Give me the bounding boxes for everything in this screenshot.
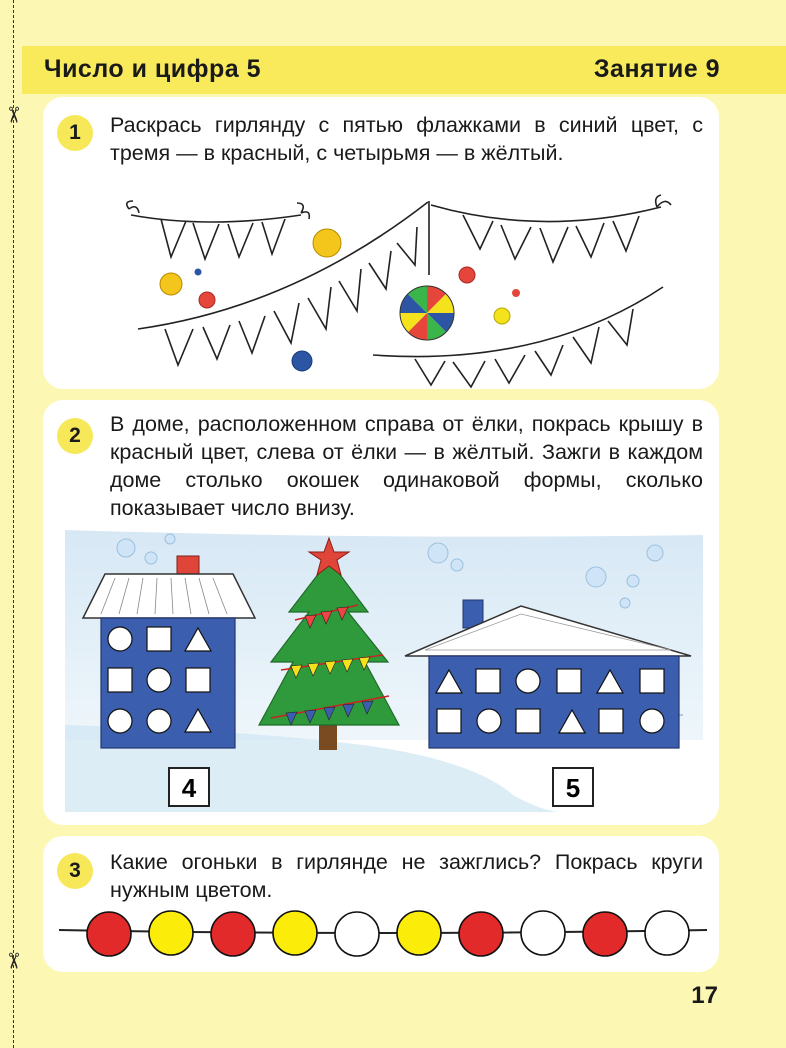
lesson-label: Занятие 9 [593, 55, 720, 83]
task-3-card [43, 836, 719, 972]
lights-garland [43, 836, 719, 972]
striped-ornament [400, 286, 454, 340]
ornament-ball [494, 308, 510, 324]
task-text: Раскрась гирлянду с пятью флажками в синий цвет, с тремя — в красный, с четырьмя — в жёлтый. [110, 113, 703, 165]
number-box-right [553, 768, 593, 806]
task-number: 2 [57, 418, 93, 454]
page-title: Число и цифра 5 [44, 55, 262, 83]
task-2-card [43, 400, 719, 825]
house-right-number: 5 [565, 773, 581, 803]
scissors-icon: ✂ [1, 951, 27, 971]
ornament-ball [512, 289, 520, 297]
ornament-ball [459, 267, 475, 283]
house-left [83, 556, 255, 748]
light-9[interactable] [583, 912, 627, 956]
ornament-ball [292, 351, 312, 371]
ornament-ball [195, 269, 202, 276]
task-text: Какие огоньки в гирлянде не зажглись? Покрась круги нужным цветом. [110, 850, 703, 902]
garland-top-left [161, 219, 285, 259]
light-7[interactable] [459, 912, 503, 956]
ornament-ball [313, 229, 341, 257]
light-8[interactable] [521, 911, 565, 955]
task-text: В доме, расположенном справа от ёлки, покрась крышу в красный цвет, слева от ёлки — в жёлтый. Зажги в каждом доме столько окошек одинаковой формы, сколько показывает число внизу. [110, 412, 703, 520]
garland-string [131, 215, 301, 222]
ornament-ball [199, 292, 215, 308]
light-10[interactable] [645, 911, 689, 955]
number-box-left [169, 768, 209, 806]
house-left-number: 4 [181, 773, 197, 803]
task-1-card [43, 97, 719, 389]
light-2[interactable] [149, 911, 193, 955]
light-1[interactable] [87, 912, 131, 956]
cut-line [13, 0, 14, 1048]
ornament-ball [160, 273, 182, 295]
task-number: 3 [57, 853, 93, 889]
winter-scene [43, 400, 719, 825]
light-6[interactable] [397, 911, 441, 955]
task-number: 1 [57, 115, 93, 151]
scissors-icon: ✂ [1, 105, 27, 125]
light-5[interactable] [335, 912, 379, 956]
page-number: 17 [691, 982, 718, 1009]
light-4[interactable] [273, 911, 317, 955]
light-3[interactable] [211, 912, 255, 956]
garlands-illustration [43, 97, 719, 389]
